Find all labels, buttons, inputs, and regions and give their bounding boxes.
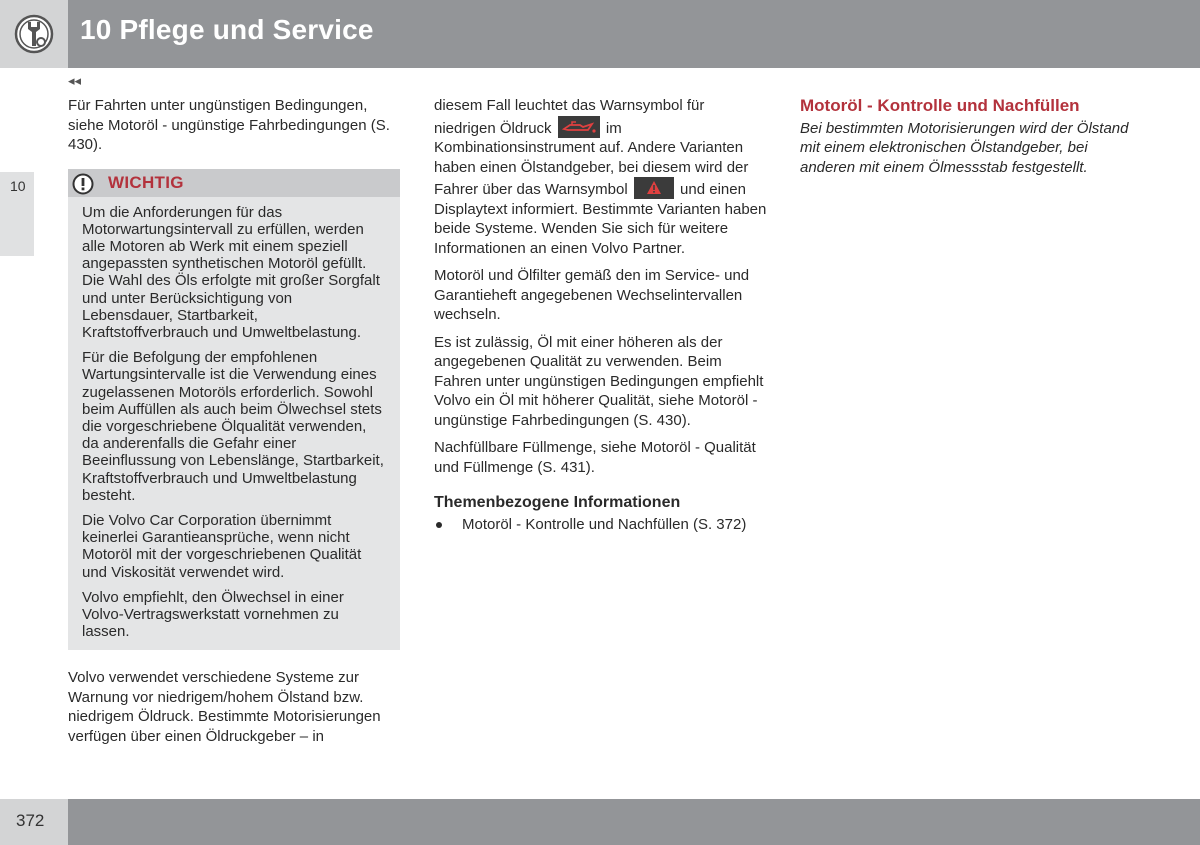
closing-paragraph: Volvo verwendet verschiedene Systeme zur Warnung vor niedrigem/hohem Ölstand bzw. niedrigem Öldruck. Bestimmte Motorisierungen verfügen über einen Öldruckgeber – in bbox=[68, 669, 381, 745]
paragraph-text: diesem Fall leuchtet das Warnsymbol für niedrigen Öldruck bbox=[434, 97, 705, 137]
back-marker: ◂◂ bbox=[68, 73, 82, 88]
oil-quality-paragraph: Es ist zulässig, Öl mit einer höheren als der angegebenen Qualität zu verwenden. Beim Fahren unter ungünstigen Bedingungen empfiehlt Volvo ein Öl mit höherer Qualität, siehe Motoröl - ungünstige Fahrbedingungen (S. 430). bbox=[434, 333, 764, 429]
important-paragraph: Um die Anforderungen für das Motorwartungsintervall zu erfüllen, werden alle Motoren ab Werk mit einem speziell angepassten synthetischen Motoröl gefüllt. Die Wahl des Öls erfolgte mit großer Sorgfalt und unter Berücksichtigung von Lebensdauer, Startbarkeit, Kraftstoffverbrauch und Umweltbelastung. bbox=[82, 203, 380, 341]
related-list bbox=[434, 515, 770, 535]
exclamation-icon bbox=[72, 173, 94, 195]
page-header bbox=[0, 0, 1200, 68]
column-right bbox=[800, 96, 1130, 185]
important-paragraph: Volvo empfiehlt, den Ölwechsel in einer Volvo-Vertragswerkstatt vornehmen zu lassen. bbox=[82, 588, 344, 641]
paragraph-text: und einen Displaytext informiert. Bestimmte Varianten haben beide Systeme. Wenden Sie sich für weitere Informationen an einen Volvo Partner. bbox=[434, 181, 767, 257]
related-link[interactable]: Motoröl - Kontrolle und Nachfüllen (S. 372) bbox=[434, 515, 770, 535]
chapter-icon-box bbox=[0, 0, 68, 68]
column-left bbox=[68, 96, 400, 754]
intro-paragraph: Für Fahrten unter ungünstigen Bedingungen, siehe Motoröl - ungünstige Fahrbedingungen (S. 430). bbox=[68, 97, 390, 153]
page-title: 10 Pflege und Service bbox=[80, 14, 374, 45]
refill-paragraph: Nachfüllbare Füllmenge, siehe Motoröl - Qualität und Füllmenge (S. 431). bbox=[434, 439, 756, 476]
oil-change-paragraph: Motoröl und Ölfilter gemäß den im Service- und Garantieheft angegebenen Wechselintervallen wechseln. bbox=[434, 267, 750, 323]
page-footer bbox=[0, 799, 1200, 845]
section-intro: Bei bestimmten Motorisierungen wird der Ölstand mit einem elektronischen Ölstandgeber, bei anderen mit einem Ölmessstab festgestellt. bbox=[800, 119, 1129, 176]
important-box bbox=[68, 169, 400, 651]
page-number-box bbox=[0, 799, 68, 845]
related-heading: Themenbezogene Informationen bbox=[434, 494, 681, 511]
column-middle bbox=[434, 96, 770, 534]
important-paragraph: Für die Befolgung der empfohlenen Wartungsintervalle ist die Verwendung eines zugelassenen Motoröls erforderlich. Sowohl beim Auffüllen als auch beim Ölwechsel stets die vorgeschriebene Ölqualität verwenden, da anderenfalls die Gefahr einer Beeinflussung von Lebenslänge, Startbarkeit, Kraftstoffverbrauch und Umweltbelastung besteht. bbox=[82, 349, 384, 504]
important-box-header bbox=[68, 169, 400, 197]
warning-symbols-paragraph bbox=[434, 96, 770, 258]
important-box-body bbox=[68, 197, 400, 651]
important-label: WICHTIG bbox=[108, 172, 184, 192]
warning-triangle-icon bbox=[634, 177, 674, 199]
paragraph-text: im Kombinationsinstrument auf. Andere Varianten haben einen Ölstandgeber, bei diesem wird der Fahrer über das Warnsymbol bbox=[434, 119, 749, 198]
page-number: 372 bbox=[16, 811, 45, 830]
oil-pressure-icon bbox=[558, 116, 600, 138]
chapter-tab-number: 10 bbox=[10, 178, 26, 194]
section-title: Motoröl - Kontrolle und Nachfüllen bbox=[800, 96, 1080, 115]
important-paragraph: Die Volvo Car Corporation übernimmt keinerlei Garantieansprüche, wenn nicht Motoröl mit der vorgeschriebenen Qualität und Viskosität verwendet wird. bbox=[82, 511, 362, 581]
wrench-gear-icon bbox=[14, 14, 54, 54]
chapter-tab bbox=[0, 172, 34, 256]
